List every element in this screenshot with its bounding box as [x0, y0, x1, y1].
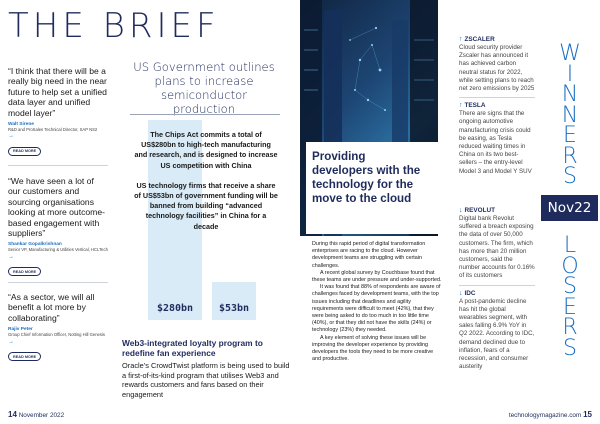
winner-text: Cloud security provider Zscaler has announced it has achieved carbon neutral status for 2022, while setting plans to reach net zero emissions by 2025 — [459, 44, 535, 93]
quote-walt-sirene — [8, 66, 108, 157]
loser-text: A post-pandemic decline has hit the global wearables segment, with sales falling 6.9% YoY in Q2 2022. According to IDC, demand declined due to inflation, fears of a recession, and consumer austerity — [459, 297, 535, 371]
winners-list — [459, 36, 535, 176]
developers-paragraph: It was found that 88% of respondents are aware of challenges faced by development teams, with the top issues including that deadlines and agility requirements were difficult to meet (42%), that they were being asked to do too much in too little time (40%), or that they did not have the skills (24%) or technology (23%) they needed. — [312, 284, 441, 334]
semiconductor-headline: US Government outlines plans to increase semiconductor production — [133, 60, 275, 116]
semiconductor-body — [134, 130, 278, 232]
page-title: THE BRIEF — [8, 6, 220, 46]
side-letter: S — [563, 274, 577, 299]
loyalty-body: Oracle’s CrowdTwist platform is being used to build a first-of-its-kind program that utilises Web3 and rewards customers and fans based on their engagement — [122, 361, 290, 399]
quote-author: Shankar Gopalkrishnan — [8, 242, 62, 248]
footer-right — [509, 410, 592, 419]
loser-heading: ↓ IDC — [459, 289, 476, 297]
read-more-button[interactable]: READ MORE — [8, 352, 41, 361]
side-letter: N — [561, 102, 579, 128]
quote-role: Senior VP, Manufacturing & Utilities Vertical, HCLTech — [8, 247, 108, 253]
arrow-down-icon: ↓ — [459, 207, 463, 214]
arrow-down-icon: ↓ — [459, 289, 463, 297]
side-letter: R — [562, 315, 578, 340]
losers-list — [459, 207, 535, 371]
site-url[interactable]: technologymagazine.com — [508, 412, 582, 419]
developers-headline: Providing developers with the technology for the move to the cloud — [312, 150, 421, 205]
side-letter: O — [561, 253, 579, 279]
side-letter: S — [563, 164, 577, 189]
side-letter: L — [563, 233, 577, 258]
quote-author: Walt Sirene — [8, 122, 34, 128]
arrow-right-icon: → — [8, 253, 14, 260]
side-letter: I — [566, 61, 574, 87]
winner-heading: ↑ ZSCALER — [459, 36, 495, 43]
winner-heading: ↑ TESLA — [459, 102, 486, 110]
footer-left — [8, 410, 64, 419]
side-letter: R — [562, 143, 578, 169]
quote-text: “I think that there will be a really big need in the near future to help set a unified data layer and unified model layer” — [8, 66, 107, 118]
page-number: 14 — [8, 410, 17, 419]
side-letter: E — [563, 294, 577, 320]
semiconductor-body-2: US technology firms that receive a share of US$53bn of government funding will be banned from building “advanced technology facilities” in China for a decade — [134, 180, 278, 231]
bar-label-280bn: $280bn — [156, 303, 194, 314]
winners-vertical-title — [540, 41, 600, 189]
developers-paragraph: During this rapid period of digital transformation enterprises are racing to the cloud. However development teams are struggling with certain challenges. — [312, 241, 426, 269]
side-letter: E — [563, 123, 577, 148]
semiconductor-body-1: The Chips Act commits a total of US$280bn to high-tech manufacturing and research, and is designed to increase US competition with China — [134, 130, 278, 170]
developers-paragraph: A key element of solving these issues will be improving the developer experience by providing developers the tools they need to be more creative and productive. — [312, 334, 434, 363]
issue-badge: Nov22 — [541, 195, 598, 221]
divider — [130, 114, 280, 115]
quote-shankar-gopalkrishnan — [8, 176, 108, 278]
divider — [8, 165, 108, 166]
quote-author: Rajiv Peter — [8, 327, 33, 333]
arrow-right-icon: → — [8, 338, 14, 345]
bar-53bn — [212, 282, 256, 320]
read-more-button[interactable]: READ MORE — [8, 267, 41, 276]
quote-text: “We have seen a lot of our customers and sourcing organisations looking at more outcome-based engagement with suppliers” — [8, 176, 105, 239]
quote-role: Group Chief Information Officer, Notting Hill Genesis — [8, 332, 105, 338]
arrow-right-icon: → — [8, 133, 14, 140]
side-letter: S — [563, 335, 577, 361]
loser-text: Digital bank Revolut suffered a breach exposing the data of over 50,000 customers. The firm, which has more than 20 million customers, said the number accounts for 0.16% of its customers — [459, 215, 535, 280]
winner-text: There are signs that the ongoing automotive manufacturing crisis could be easing, as Tesla reduced waiting times in China on its two best-sellers – the entry-level Model 3 and Model Y SUV — [459, 110, 532, 175]
arrow-up-icon: ↑ — [459, 102, 463, 110]
side-letter: N — [561, 82, 579, 107]
side-letter: W — [559, 41, 581, 66]
quote-role: R&D and ProSales Technical Director, SAP NS2 — [8, 127, 98, 133]
developers-body — [312, 241, 442, 363]
arrow-up-icon: ↑ — [459, 36, 463, 43]
read-more-button[interactable]: READ MORE — [8, 147, 41, 156]
page-number: 15 — [583, 410, 592, 419]
divider — [459, 97, 535, 98]
developers-paragraph: A recent global survey by Couchbase found that these teams are under pressure and under-supported. — [312, 269, 442, 284]
divider — [459, 285, 535, 286]
quote-text: “As a sector, we will all benefit a lot more by collaborating” — [8, 292, 95, 323]
quote-rajiv-peter — [8, 292, 108, 363]
issue-date: November 2022 — [18, 412, 65, 419]
divider — [8, 282, 108, 283]
losers-vertical-title — [540, 233, 600, 361]
loyalty-headline: Web3-integrated loyalty program to redefine fan experience — [122, 338, 263, 358]
loser-heading: ↓ REVOLUT — [459, 207, 496, 214]
bar-label-53bn: $53bn — [218, 303, 250, 314]
